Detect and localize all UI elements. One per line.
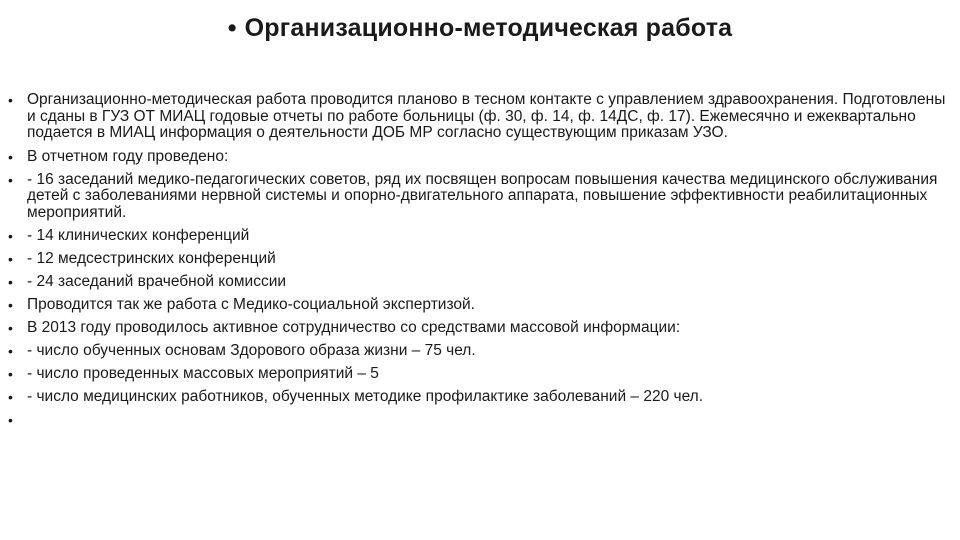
bullet-dot: • <box>8 251 13 267</box>
list-item <box>8 251 952 267</box>
bullet-dot: • <box>8 92 13 108</box>
bullet-dot: • <box>8 389 13 405</box>
list-item-text: В отчетном году проведено: <box>27 147 229 165</box>
list-item <box>8 92 952 142</box>
list-item <box>8 228 952 244</box>
list-item-text: - 12 медсестринских конференций <box>27 250 276 267</box>
list-item-text: Проводится так же работа с Медико-социальной экспертизой. <box>27 296 475 313</box>
bullet-dot: • <box>8 297 13 313</box>
list-item <box>8 320 952 336</box>
list-item-text: - 14 клинических конференций <box>27 227 250 244</box>
slide-title <box>0 14 960 43</box>
list-item <box>8 389 952 405</box>
list-item <box>8 172 952 222</box>
list-item-text: - 16 заседаний медико-педагогических советов, ряд их посвящен вопросам повышения качества медицинского обслуживания детей с заболеваниями нервной системы и опорно-двигательного аппарата, повышение эффективности реабилитационных мероприятий. <box>27 170 938 221</box>
list-item-text: - 24 заседаний врачебной комиссии <box>27 273 287 290</box>
list-item-text: - число обученных основам Здорового образа жизни – 75 чел. <box>27 342 476 359</box>
bullet-list <box>8 91 952 428</box>
bullet-dot: • <box>8 148 13 165</box>
bullet-dot: • <box>8 366 13 382</box>
slide-title-text: Организационно-методическая работа <box>244 14 733 42</box>
list-item <box>8 274 952 290</box>
bullet-dot: • <box>8 343 13 359</box>
list-item <box>8 366 952 382</box>
list-item <box>8 149 952 165</box>
list-item-text: Организационно-методическая работа проводится планово в тесном контакте с управлением здравоохранения. Подготовлены и сданы в ГУЗ ОТ МИАЦ годовые отчеты по работе больницы (ф. 30, ф. 14, ф. 14ДС, ф. 17). Ежемесячно и ежеквартально подается в МИАЦ информация о деятельности ДОБ МР согласно существующим приказам УЗО. <box>27 91 946 141</box>
bullet-dot: • <box>8 171 13 188</box>
bullet-dot: • <box>8 274 13 290</box>
list-item-text: - число проведенных массовых мероприятий – 5 <box>27 365 379 382</box>
list-item-text: В 2013 году проводилось активное сотрудничество со средствами массовой информации: <box>27 319 681 336</box>
bullet-dot: • <box>8 320 13 336</box>
title-bullet: • <box>227 14 237 42</box>
bullet-dot: • <box>8 412 13 428</box>
list-item <box>8 297 952 313</box>
bullet-dot: • <box>8 228 13 244</box>
list-item <box>8 343 952 359</box>
list-item-text: - число медицинских работников, обученных методике профилактике заболеваний – 220 чел. <box>27 388 704 405</box>
